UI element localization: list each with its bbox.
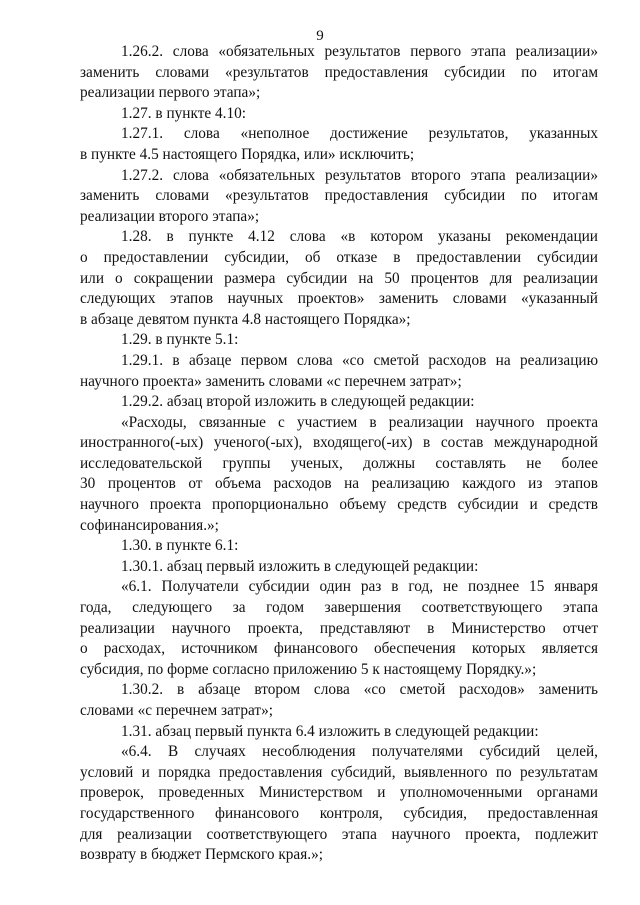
text-line: 1.27. в пункте 4.10: (121, 104, 247, 122)
text-line: 1.29. в пункте 5.1: (121, 331, 239, 349)
text-line: реализации первого этапа»; (80, 84, 261, 102)
text-line: 1.28. в пункте 4.12 слова «в котором указаны рекомендации (121, 228, 598, 246)
text-line: условий и порядка предоставления субсидий, выявленного по результатам (80, 763, 598, 781)
text-line: 30 процентов от объема расходов на реализацию каждого из этапов (80, 475, 598, 493)
text-line: «6.4. В случаях несоблюдения получателями субсидий целей, (121, 743, 598, 761)
text-line: следующих этапов научных проектов» заменить словами «указанный (80, 290, 598, 308)
text-line: 1.27.2. слова «обязательных результатов второго этапа реализации» (121, 166, 598, 184)
text-line: возврату в бюджет Пермского края.»; (80, 846, 323, 864)
text-line: заменить словами «результатов предоставления субсидии по итогам (80, 63, 598, 81)
text-line: научного проекта» заменить словами «с перечнем затрат»; (80, 372, 462, 390)
text-line: научного проекта пропорционально объему средств субсидии и средств (80, 496, 598, 514)
text-line: в пункте 4.5 настоящего Порядка, или» исключить; (80, 145, 415, 163)
text-line: государственного финансового контроля, субсидия, предоставленная (80, 804, 598, 822)
text-line: 1.30. в пункте 6.1: (121, 537, 239, 555)
text-line: софинансирования.»; (80, 516, 219, 534)
text-line: 1.30.1. абзац первый изложить в следующей редакции: (121, 557, 479, 575)
text-line: реализации второго этапа»; (80, 207, 260, 225)
text-line: 1.26.2. слова «обязательных результатов первого этапа реализации» (121, 43, 598, 60)
text-line: о расходах, источником финансового обеспечения которых является (80, 640, 598, 658)
text-line: реализации научного проекта, представляют в Министерство отчет (80, 619, 598, 637)
text-line: проверок, проведенных Министерством и уполномоченными органами (80, 784, 598, 802)
text-line: «6.1. Получатели субсидии один раз в год, не позднее 15 января (121, 578, 598, 596)
text-line: иностранного(-ых) ученого(-ых), входящего(-их) в состав международной (80, 434, 598, 452)
text-line: или о сокращении размера субсидии на 50 процентов для реализации (80, 269, 598, 287)
text-line: «Расходы, связанные с участием в реализации научного проекта (121, 413, 598, 431)
text-line: заменить словами «результатов предоставления субсидии по итогам (80, 187, 598, 205)
text-line: для реализации соответствующего этапа научного проекта, подлежит (80, 825, 598, 843)
text-line: в абзаце девятом пункта 4.8 настоящего Порядка»; (80, 310, 411, 328)
text-line: 1.30.2. в абзаце втором слова «со сметой расходов» заменить (121, 681, 598, 699)
text-line: 1.31. абзац первый пункта 6.4 изложить в следующей редакции: (121, 722, 539, 740)
text-line: 1.29.2. абзац второй изложить в следующей редакции: (121, 393, 475, 411)
page-number: 9 (316, 28, 324, 44)
document-body (80, 42, 598, 866)
text-line: словами «с перечнем затрат»; (80, 702, 273, 719)
text-line: исследовательской группы ученых, должны составлять не более (80, 454, 598, 472)
text-line: о предоставлении субсидии, об отказе в предоставлении субсидии (80, 248, 598, 266)
text-line: года, следующего за годом завершения соответствующего этапа (80, 599, 598, 617)
text-line: субсидия, по форме согласно приложению 5 к настоящему Порядку.»; (80, 660, 537, 678)
text-line: 1.29.1. в абзаце первом слова «со сметой расходов на реализацию (121, 351, 598, 369)
text-line: 1.27.1. слова «неполное достижение результатов, указанных (121, 125, 598, 143)
